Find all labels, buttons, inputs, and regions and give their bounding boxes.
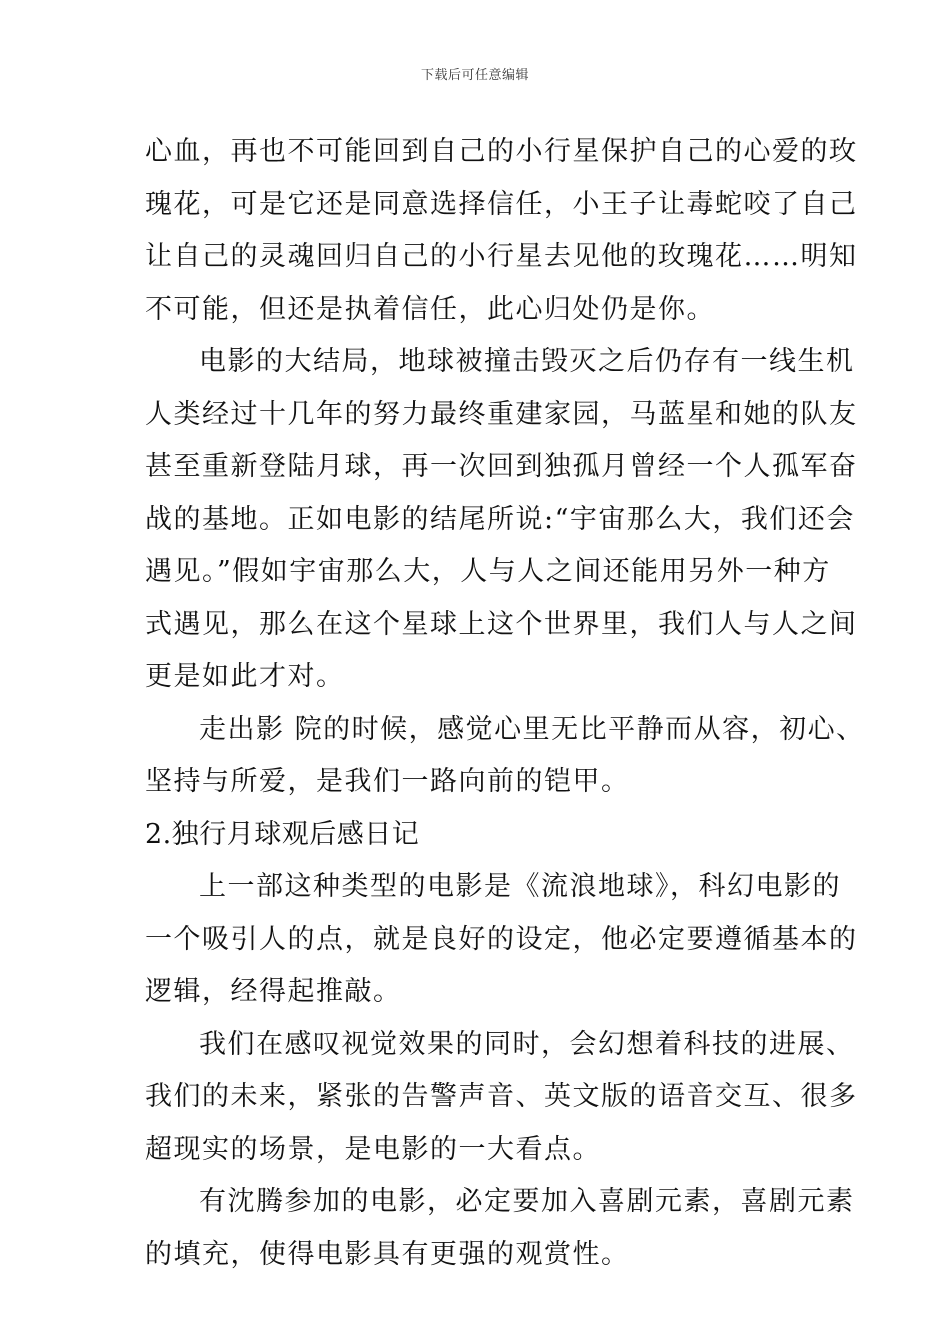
text-line: 遇见。”假如宇宙那么大，人与人之间还能用另外一种方 [145, 556, 831, 587]
text-line: 坚持与所爱，是我们一路向前的铠甲。 [145, 766, 630, 797]
text-line: 心血，再也不可能回到自己的小行星保护自己的心爱的玫 [145, 136, 858, 167]
paragraph-start-line: 我们在感叹视觉效果的同时，会幻想着科技的进展、 [199, 1028, 855, 1060]
text-line: 一个吸引人的点，就是良好的设定，他必定要遵循基本的 [145, 923, 858, 955]
section-heading: 2.独行月球观后感日记 [145, 818, 420, 850]
paragraph-start-line: 有沈腾参加的电影，必定要加入喜剧元素，喜剧元素 [199, 1186, 855, 1217]
text-line: 的填充，使得电影具有更强的观赏性。 [145, 1238, 630, 1270]
paragraph-start-line: 走出影 院的时候，感觉心里无比平静而从容，初心、 [199, 713, 865, 745]
text-line: 逻辑，经得起推敲。 [145, 976, 402, 1007]
text-line: 不可能，但还是执着信任，此心归处仍是你。 [145, 293, 715, 325]
text-line: 人类经过十几年的努力最终重建家园，马蓝星和她的队友 [145, 398, 858, 430]
text-line: 超现实的场景，是电影的一大看点。 [145, 1133, 601, 1165]
text-line: 瑰花，可是它还是同意选择信任，小王子让毒蛇咬了自己 [145, 188, 858, 220]
paragraph-start-line: 上一部这种类型的电影是《流浪地球》，科幻电影的 [199, 871, 841, 902]
body-text [145, 132, 865, 1287]
text-line: 式遇见，那么在这个星球上这个世界里，我们人与人之间 [145, 608, 858, 640]
paragraph-start-line: 电影的大结局，地球被撞击毁灭之后仍存有一线生机 [199, 346, 855, 377]
text-line: 甚至重新登陆月球，再一次回到独孤月曾经一个人孤军奋 [145, 451, 858, 482]
text-line: 我们的未来，紧张的告警声音、英文版的语音交互、很多 [145, 1081, 858, 1112]
text-line: 让自己的灵魂回归自己的小行星去见他的玫瑰花……明知 [145, 241, 858, 272]
page-header-note: 下载后可任意编辑 [420, 68, 529, 83]
text-line: 战的基地。正如电影的结尾所说:“宇宙那么大，我们还会 [145, 503, 855, 535]
text-line: 更是如此才对。 [145, 661, 345, 692]
